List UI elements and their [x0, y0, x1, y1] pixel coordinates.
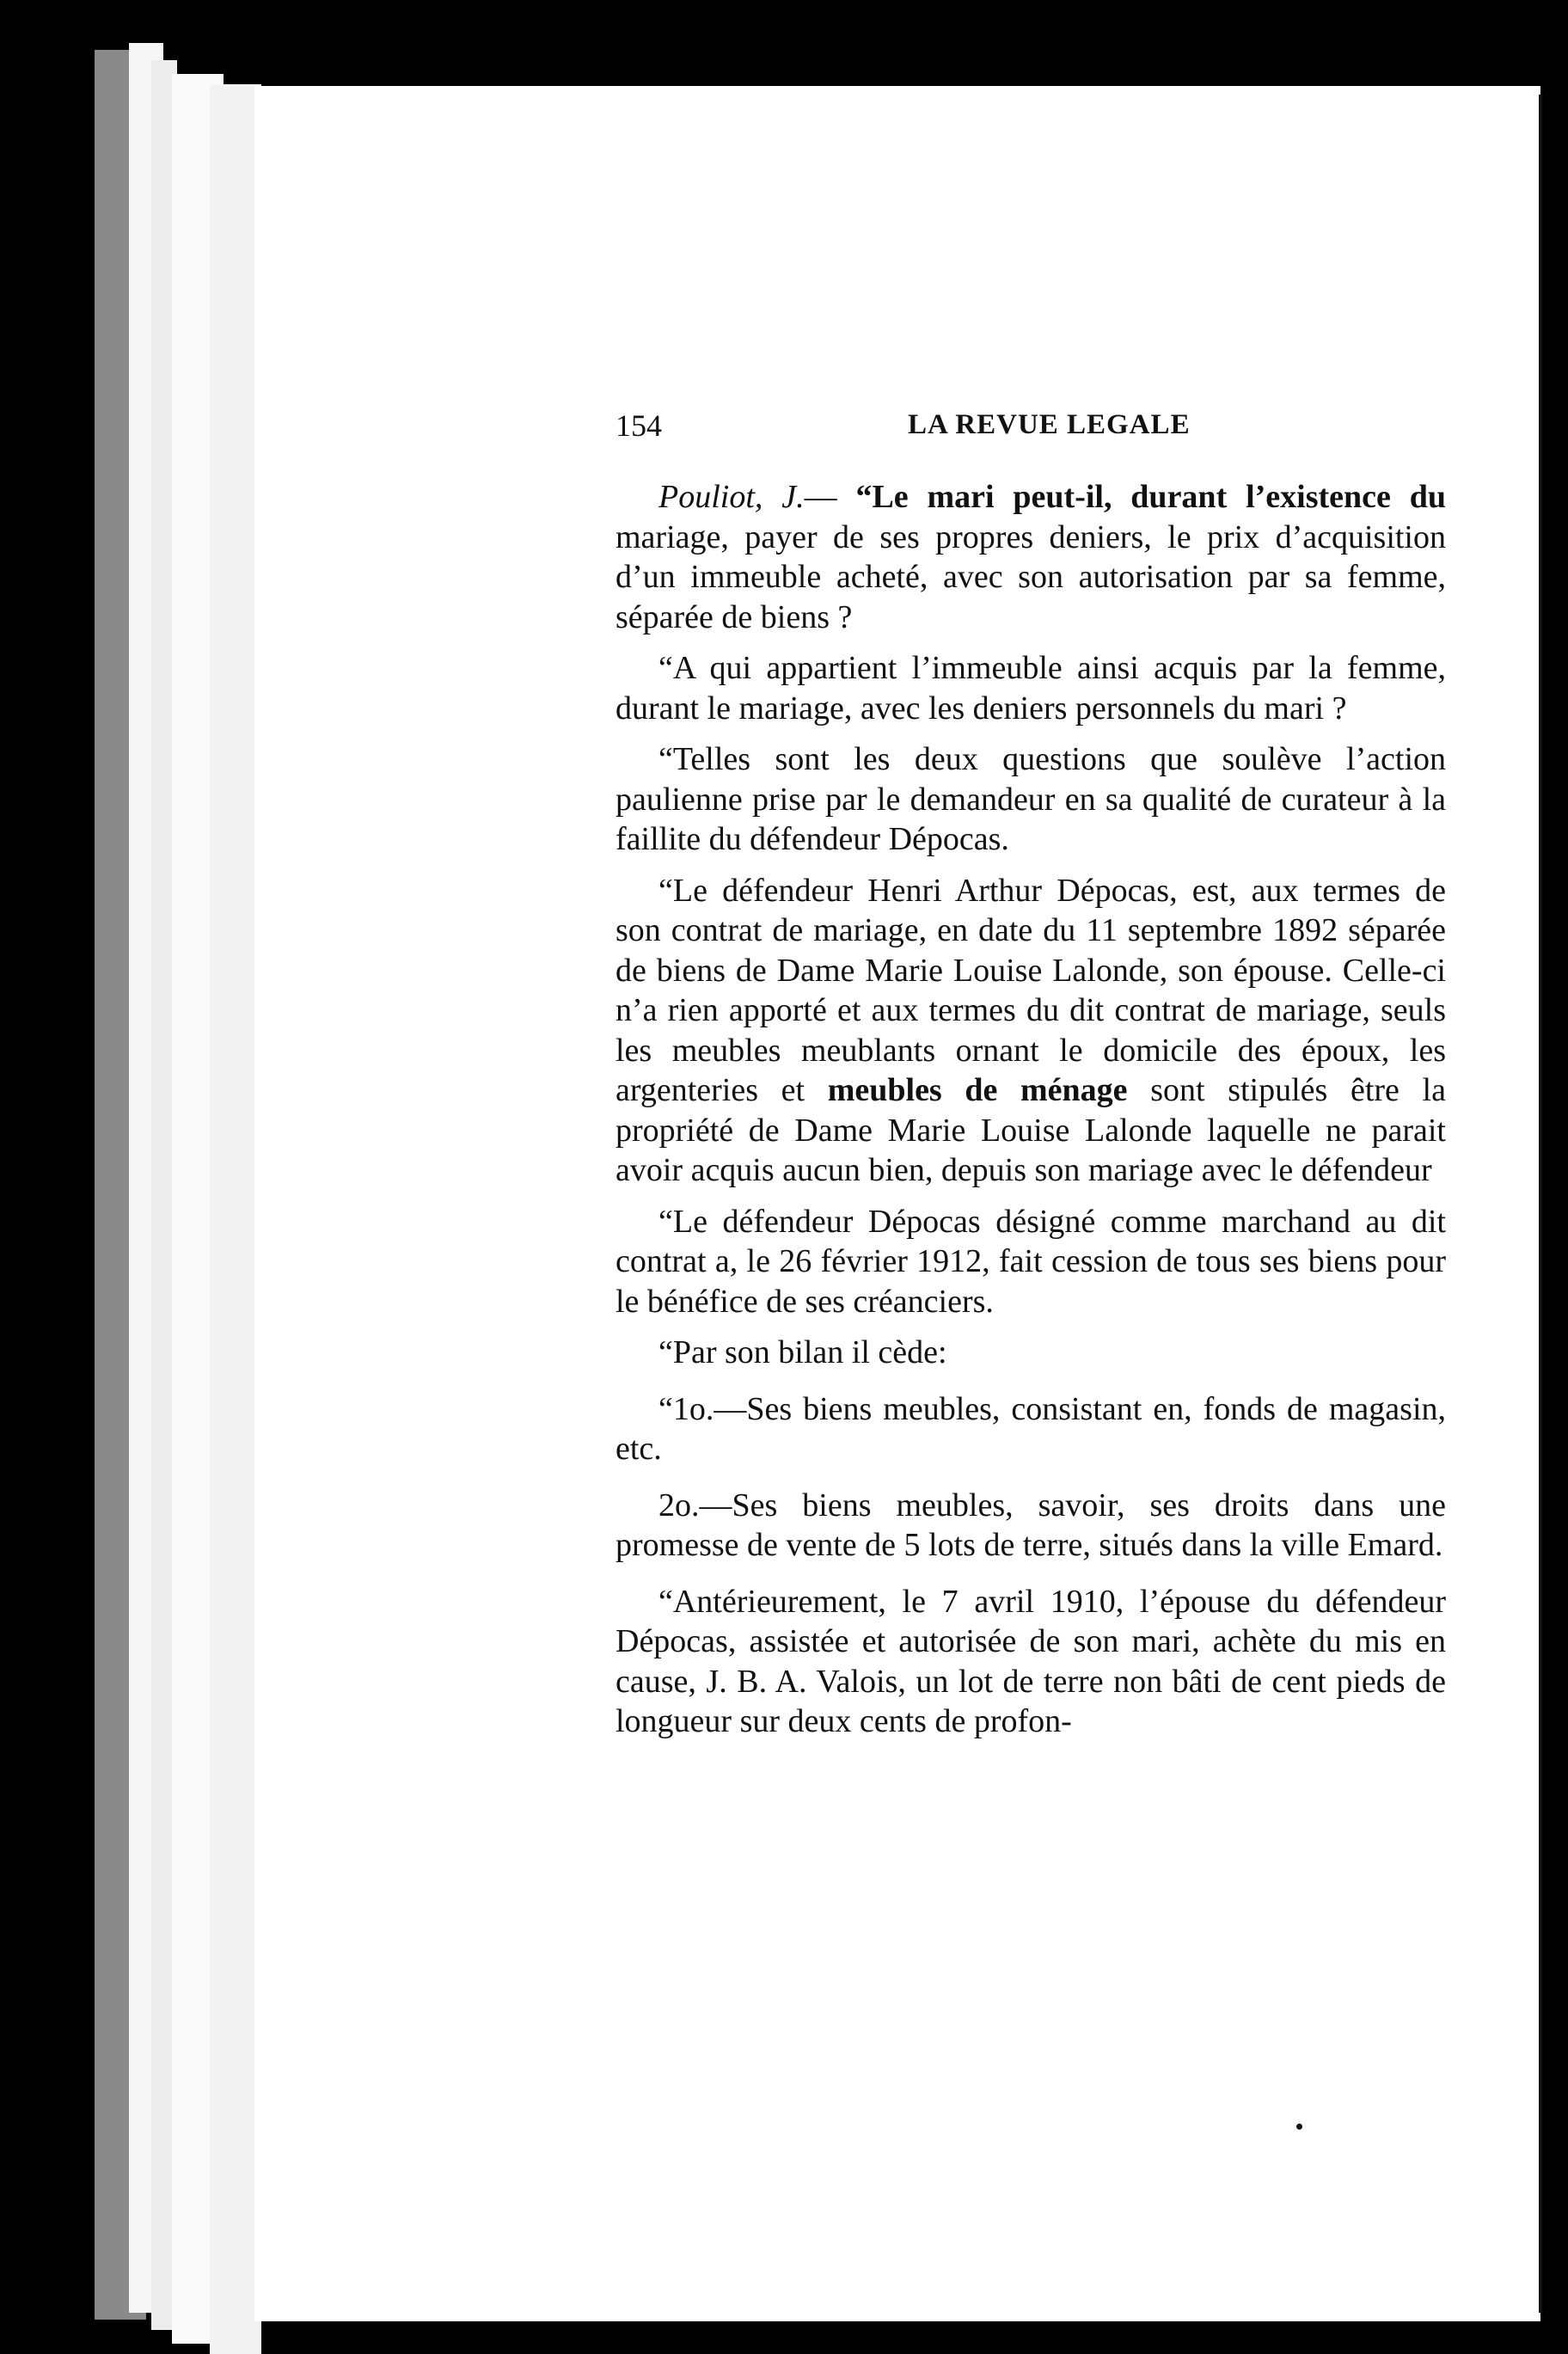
page-number: 154	[616, 408, 662, 443]
paragraph-text: mariage, payer de ses propres deniers, le prix d’acquisition d’un immeuble acheté, avec son autorisation par sa femme, séparée de biens ?	[616, 518, 1446, 635]
paragraph	[616, 477, 1446, 637]
paragraph-text: sont stipulés être la propriété de Dame Marie Louise Lalonde laquelle ne parait avoir acquis aucun bien, depuis son mariage avec le défendeur	[616, 1072, 1446, 1188]
paragraph: “Par son bilan il cède:	[658, 1334, 947, 1370]
paragraph: “A qui appartient l’immeuble ainsi acquis par la femme, durant le mariage, avec les deniers personnels du mari ?	[616, 650, 1446, 726]
page-header	[616, 408, 1446, 459]
ink-speck	[1296, 2124, 1302, 2130]
paragraph: “Telles sont les deux questions que soulève l’action paulienne prise par le demandeur en sa qualité de curateur à la faillite du défendeur Dépocas.	[616, 741, 1446, 857]
paragraph: “Antérieurement, le 7 avril 1910, l’épouse du défendeur Dépocas, assistée et autorisée de son mari, achète du mis en cause, J. B. A. Valois, un lot de terre non bâti de cent pieds de longueur sur deux cents de profon-	[616, 1583, 1446, 1739]
page-binding-edge	[1539, 95, 1542, 2313]
page-body	[616, 477, 1446, 1753]
paragraph	[616, 871, 1446, 1191]
page-stack-edge	[210, 84, 261, 2354]
running-title: LA REVUE LEGALE	[908, 409, 1191, 440]
dash: —	[804, 479, 856, 515]
paragraph-bold-phrase: meubles de ménage	[827, 1072, 1128, 1108]
paragraph: “1o.—Ses biens meubles, consistant en, fonds de magasin, etc.	[616, 1390, 1446, 1467]
paragraph-lead-bold: “Le mari peut-il, durant l’existence du	[855, 479, 1446, 515]
paragraph: 2o.—Ses biens meubles, savoir, ses droits dans une promesse de vente de 5 lots de terre, situés dans la ville Emard.	[616, 1487, 1446, 1563]
paragraph: “Le défendeur Dépocas désigné comme marchand au dit contrat a, le 26 février 1912, fait cession de tous ses biens pour le bénéfice de ses créanciers.	[616, 1203, 1446, 1320]
judge-name: Pouliot, J.	[658, 479, 805, 515]
paragraph-text: “Le défendeur Henri Arthur Dépocas, est, aux termes de son contrat de mariage, en date du 11 septembre 1892 séparée de biens de Dame Marie Louise Lalonde, son épouse. Celle-ci n’a rien apporté et aux termes du dit contrat de mariage, seuls les meubles meublants ornant le domicile des époux, les argenteries et	[616, 872, 1446, 1108]
